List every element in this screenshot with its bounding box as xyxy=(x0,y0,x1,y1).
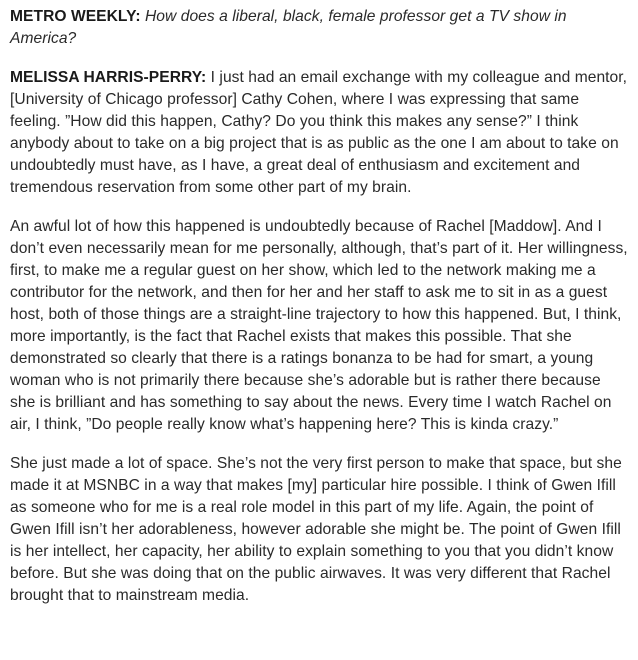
question-text: How does a liberal, black, female professor get a TV show in America? xyxy=(10,8,567,47)
answer-speaker: MELISSA HARRIS-PERRY: xyxy=(10,69,207,86)
answer-paragraph xyxy=(10,67,628,199)
body-paragraph-1: An awful lot of how this happened is undoubtedly because of Rachel [Maddow]. And I don’t even necessarily mean for me personally, although, that’s part of it. Her willingness, first, to make me a regular guest on her show, which led to the network making me a contributor for the network, and then for her and her staff to ask me to sit in as a guest host, both of those things are a straight-line trajectory to how this happened. But, I think, more importantly, is the fact that Rachel exists that makes this possible. That she demonstrated so clearly that there is a ratings bonanza to be had for smart, a young woman who is not primarily there because she’s adorable but is rather there because she is brilliant and has something to say about the news. Every time I watch Rachel on air, I think, ”Do people really know what’s happening here? This is kinda crazy.” xyxy=(10,218,628,433)
answer-text: I just had an email exchange with my colleague and mentor, [University of Chicago professor] Cathy Cohen, where I was expressing that same feeling. ”How did this happen, Cathy? Do you think this makes any sense?” I think anybody about to take on a big project that is as public as the one I am about to take on undoubtedly must have, as I have, a great deal of enthusiasm and excitement and tremendous reservation from some other part of my brain. xyxy=(10,69,628,196)
question-speaker: METRO WEEKLY: xyxy=(10,8,141,25)
body-paragraph-2: She just made a lot of space. She’s not the very first person to make that space, but she made it at MSNBC in a way that makes [my] particular hire possible. I think of Gwen Ifill as someone who for me is a real role model in this part of my life. Again, the point of Gwen Ifill isn’t her adorableness, however adorable she might be. The point of Gwen Ifill is her intellect, her capacity, her ability to explain something to you that you didn’t know before. But she was doing that on the public airwaves. It was very different that Rachel brought that to mainstream media. xyxy=(10,455,622,604)
question-paragraph xyxy=(10,6,628,50)
